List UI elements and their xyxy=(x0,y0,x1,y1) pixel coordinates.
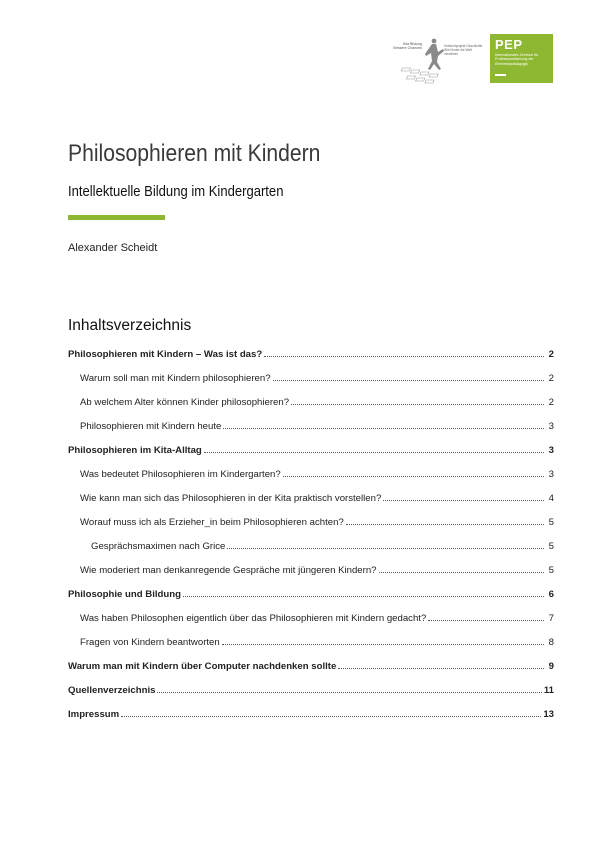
toc-entry-title: Philosophieren mit Kindern heute xyxy=(80,421,222,432)
toc-entry-page: 4 xyxy=(548,493,554,504)
pep-logo-subtitle: Internationales Zentrum für Professionalisierung der Elementarpädagogik xyxy=(495,53,539,66)
pep-logo-bar xyxy=(495,74,506,76)
toc-leader-dots xyxy=(291,403,544,405)
toc-entry-title: Philosophieren im Kita-Alltag xyxy=(68,445,202,456)
logo-left-text: Kita Bildung Bessere Chancen xyxy=(393,42,422,51)
toc-entry-title: Ab welchem Alter können Kinder philosophieren? xyxy=(80,397,290,408)
toc-entry-title: Warum soll man mit Kindern philosophieren? xyxy=(80,373,271,384)
toc-leader-dots xyxy=(121,715,541,717)
toc-leader-dots xyxy=(222,643,544,645)
toc-leader-dots xyxy=(223,427,544,429)
toc-entry-page: 6 xyxy=(548,589,554,600)
toc-entry-title: Wie moderiert man denkanregende Gespräche mit jüngeren Kindern? xyxy=(80,565,377,576)
toc-entry[interactable] xyxy=(68,344,554,360)
toc-entry[interactable] xyxy=(91,536,554,552)
toc-entry-page: 2 xyxy=(548,349,554,360)
toc-entry[interactable] xyxy=(80,560,554,576)
accent-bar xyxy=(68,215,165,220)
toc-entry-title: Philosophieren mit Kindern – Was ist das? xyxy=(68,349,263,360)
document-subtitle: Intellektuelle Bildung im Kindergarten xyxy=(68,184,284,200)
toc-entry[interactable] xyxy=(68,584,554,600)
toc-entry[interactable] xyxy=(68,440,554,456)
toc-entry[interactable] xyxy=(68,704,554,720)
toc-leader-dots xyxy=(204,451,544,453)
toc-entry-page: 13 xyxy=(543,709,554,720)
document-title: Philosophieren mit Kindern xyxy=(68,140,321,167)
toc-leader-dots xyxy=(183,595,544,597)
toc-heading: Inhaltsverzeichnis xyxy=(68,317,192,334)
toc-entry[interactable] xyxy=(68,680,554,696)
toc-entry[interactable] xyxy=(80,608,554,624)
toc-leader-dots xyxy=(383,499,544,501)
toc-leader-dots xyxy=(379,571,544,573)
toc-entry-title: Gesprächsmaximen nach Grice xyxy=(91,541,226,552)
toc-entry[interactable] xyxy=(80,632,554,648)
toc-entry-title: Impressum xyxy=(68,709,120,720)
toc-leader-dots xyxy=(428,619,544,621)
toc-leader-dots xyxy=(273,379,544,381)
toc-entry[interactable] xyxy=(68,656,554,672)
toc-entry-page: 2 xyxy=(548,397,554,408)
logo-left-caption: Verbundprojekt Geschichte Wie Kinder die Welt verstehen xyxy=(444,44,483,56)
toc-entry-page: 7 xyxy=(548,613,554,624)
toc-entry[interactable] xyxy=(80,368,554,384)
toc-entry-title: Quellenverzeichnis xyxy=(68,685,156,696)
toc-entry-page: 8 xyxy=(548,637,554,648)
toc-entry-title: Fragen von Kindern beantworten xyxy=(80,637,220,648)
toc-entry-page: 5 xyxy=(548,541,554,552)
toc-leader-dots xyxy=(338,667,544,669)
document-author: Alexander Scheidt xyxy=(68,242,158,254)
toc-entry[interactable] xyxy=(80,416,554,432)
toc-leader-dots xyxy=(227,547,544,549)
toc-leader-dots xyxy=(264,355,544,357)
toc-entry[interactable] xyxy=(80,392,554,408)
toc-entry-title: Was haben Philosophen eigentlich über das Philosophieren mit Kindern gedacht? xyxy=(80,613,427,624)
toc-entry-page: 11 xyxy=(543,685,554,696)
toc-entry-title: Warum man mit Kindern über Computer nachdenken sollte xyxy=(68,661,337,672)
kita-bildung-logo xyxy=(392,36,484,84)
toc-entry[interactable] xyxy=(80,488,554,504)
toc-entry-page: 3 xyxy=(548,469,554,480)
toc-entry-page: 9 xyxy=(548,661,554,672)
toc-entry-page: 5 xyxy=(548,517,554,528)
toc-leader-dots xyxy=(157,691,541,693)
toc-entry-title: Was bedeutet Philosophieren im Kindergarten? xyxy=(80,469,281,480)
pep-logo-title: PEP xyxy=(495,37,523,52)
toc-entry[interactable] xyxy=(80,464,554,480)
toc-entry-title: Worauf muss ich als Erzieher_in beim Philosophieren achten? xyxy=(80,517,344,528)
toc-entry[interactable] xyxy=(80,512,554,528)
toc-leader-dots xyxy=(283,475,544,477)
toc-entry-title: Wie kann man sich das Philosophieren in der Kita praktisch vorstellen? xyxy=(80,493,382,504)
toc-entry-page: 3 xyxy=(548,445,554,456)
toc-entry-page: 3 xyxy=(548,421,554,432)
pep-logo xyxy=(490,34,553,83)
toc-entry-page: 5 xyxy=(548,565,554,576)
toc-entry-page: 2 xyxy=(548,373,554,384)
toc-leader-dots xyxy=(346,523,544,525)
toc-entry-title: Philosophie und Bildung xyxy=(68,589,181,600)
